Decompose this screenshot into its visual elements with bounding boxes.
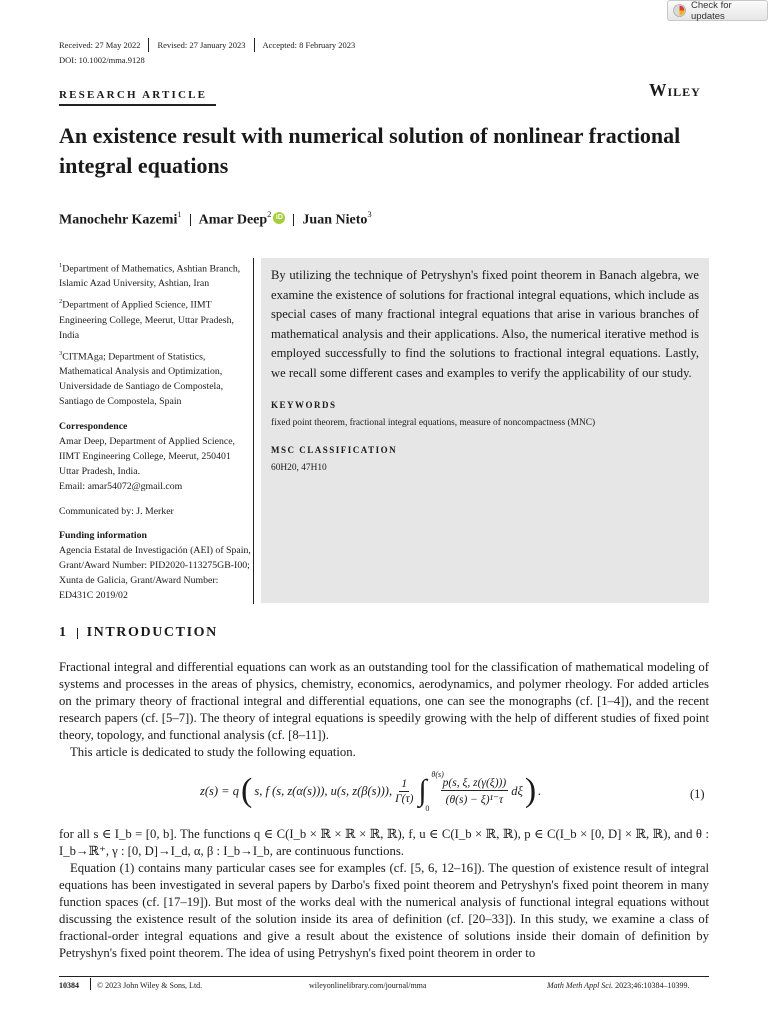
equation [200, 770, 542, 813]
author-name[interactable]: Juan Nieto$^3$ [302, 209, 372, 228]
footer-divider [90, 978, 91, 990]
check-for-updates-label: Check for updates [691, 0, 732, 22]
communicated-by: Communicated by: J. Merker [59, 505, 174, 517]
article-type-label: RESEARCH ARTICLE [59, 89, 208, 101]
affiliation: $^3$CITMAga; Department of Statistics, Mathematical Analysis and Optimization, Universidade de Santiago de Compostela, Santiago de Compostela, Spain [59, 349, 224, 407]
date-divider [148, 38, 149, 52]
author-divider [190, 214, 191, 226]
footer-rule [59, 976, 709, 977]
column-divider [253, 258, 254, 604]
article-sidebar [59, 258, 251, 606]
msc-text: 60H20, 47H10 [271, 463, 327, 473]
keywords-heading: KEYWORDS [271, 400, 337, 410]
affiliation: $^1$Department of Mathematics, Ashtian Branch, Islamic Azad University, Ashtian, Iran [59, 262, 241, 290]
left-paren: ( [241, 772, 253, 809]
funding-text: Agencia Estatal de Investigación (AEI) of Spain, Grant/Award Number: PID2020-113275GB-I00; Xunta de Galicia, Grant/Award Number: ED431C 2019/02 [59, 544, 251, 601]
equation-number: (1) [690, 787, 705, 801]
kernel-fraction: $\frac{p(s, \xi, z(\gamma(\xi)))}{\text{(θ(s) − ξ)¹⁻τ}}$ [442, 776, 507, 806]
keywords-text: fixed point theorem, fractional integral equations, measure of noncompactness (MNC) [271, 418, 596, 428]
author-name[interactable]: Amar Deep$^2$ [198, 209, 272, 228]
copyright: © 2023 John Wiley & Sons, Ltd. [97, 981, 203, 990]
section-heading [59, 625, 218, 641]
equation-differential: dξ [511, 783, 523, 798]
citation: Math Meth Appl Sci. 2023;46:10384–10399. [547, 981, 690, 990]
accepted-date: Accepted: 8 February 2023 [262, 40, 356, 50]
doi[interactable]: DOI: 10.1002/mma.9128 [59, 55, 145, 65]
equation-lhs: z(s) = q [200, 783, 239, 798]
check-for-updates-button[interactable] [667, 0, 768, 21]
correspondence-text: Amar Deep, Department of Applied Science, IIMT Engineering College, Meerut, 250401 Uttar Pradesh, India. [59, 435, 236, 477]
article-title: An existence result with numerical solution of nonlinear fractional integral equations [59, 123, 681, 178]
article-dates [59, 38, 355, 52]
author-list [59, 210, 372, 229]
section-title: INTRODUCTION [86, 625, 218, 640]
gamma-fraction: $\frac{1}{\Gamma(\tau)}$ [395, 777, 414, 805]
correspondence-email[interactable]: Email: amar54072@gmail.com [59, 480, 183, 492]
body-paragraph: Equation (1) contains many particular cases see for examples (cf. [5, 6, 12–16]). The question of existence result of integral equations has been investigated in several papers by Darbo's fixed point theorem and Petryshyn's fixed point theorem in many function spaces (cf. [17–19]). But most of the works deal with the numerical analysis of functional integral equations without discussing the existence result of the solution inside its area of definition (cf. [20–33]). In this study, we examine a class of fractional-order integral equations and give a result about the existence of solutions inside their domain of definition by Petryshyn's fixed point theorem. The idea of using Petryshyn's fixed point theorem in order to [59, 861, 709, 960]
equation-period: . [538, 783, 542, 798]
page-number: 10384 [59, 981, 79, 990]
check-for-updates-icon [673, 4, 686, 17]
orcid-icon[interactable]: iD [273, 212, 285, 224]
equation-args: s, f (s, z(α(s))), u(s, z(β(s))), [254, 783, 393, 798]
msc-heading: MSC CLASSIFICATION [271, 445, 398, 455]
correspondence-heading: Correspondence [59, 420, 128, 432]
funding-heading: Funding information [59, 529, 147, 541]
body-paragraph: This article is dedicated to study the following equation. [70, 745, 356, 759]
author-divider [293, 214, 294, 226]
date-divider [254, 38, 255, 52]
body-paragraph: Fractional integral and differential equations can work as an outstanding tool for the classification of mathematical modeling of systems and processes in the areas of physics, chemistry, economics, aerodynamics, and polymer rheology. For added articles on the primary theory of fractional integral and differential equations, one can see the monographs (cf. [1–4]), and the recent research papers (cf. [5–7]). The theory of integral equations is speedily growing with the help of different studies of fixed point theory, topology, and functional analysis (cf. [8–11]). [59, 660, 709, 742]
abstract-box [261, 258, 709, 603]
integral-sign: ∫ θ(s) 0 [418, 770, 444, 813]
received-date: Received: 27 May 2022 [59, 40, 141, 50]
right-paren: ) [524, 772, 537, 809]
revised-date: Revised: 27 January 2023 [157, 40, 246, 50]
author-name[interactable]: Manochehr Kazemi$^1$ [59, 209, 182, 228]
article-type-underline [59, 104, 216, 106]
section-number: 1 [59, 625, 68, 640]
publisher-logo[interactable]: Wiley [649, 80, 701, 100]
journal-url[interactable]: wileyonlinelibrary.com/journal/mma [309, 981, 427, 990]
abstract-text: By utilizing the technique of Petryshyn's fixed point theorem in Banach algebra, we examine the existence of solutions for fractional integral equations, which include as special cases of many fractional integral equations that arise in various branches of mathematical analysis and their applications. Also, the numerical iterative method is employed successfully to find the solutions to fractional integral equations. Lastly, we recall some different cases and examples to verify the applicability of our study. [271, 268, 699, 380]
affiliation: $^2$Department of Applied Science, IIMT Engineering College, Meerut, Uttar Pradesh, India [59, 298, 234, 341]
body-paragraph: for all s ∈ I_b = [0, b]. The functions q ∈ C(I_b × ℝ × ℝ × ℝ, ℝ), f, u ∈ C(I_b × ℝ, ℝ), p ∈ C(I_b × [0, D] × ℝ, ℝ), and θ : I_b→ℝ⁺, γ : [0, D]→I_d, α, β : I_b→I_b, are continuous functions. [59, 827, 709, 858]
section-divider [77, 628, 78, 639]
